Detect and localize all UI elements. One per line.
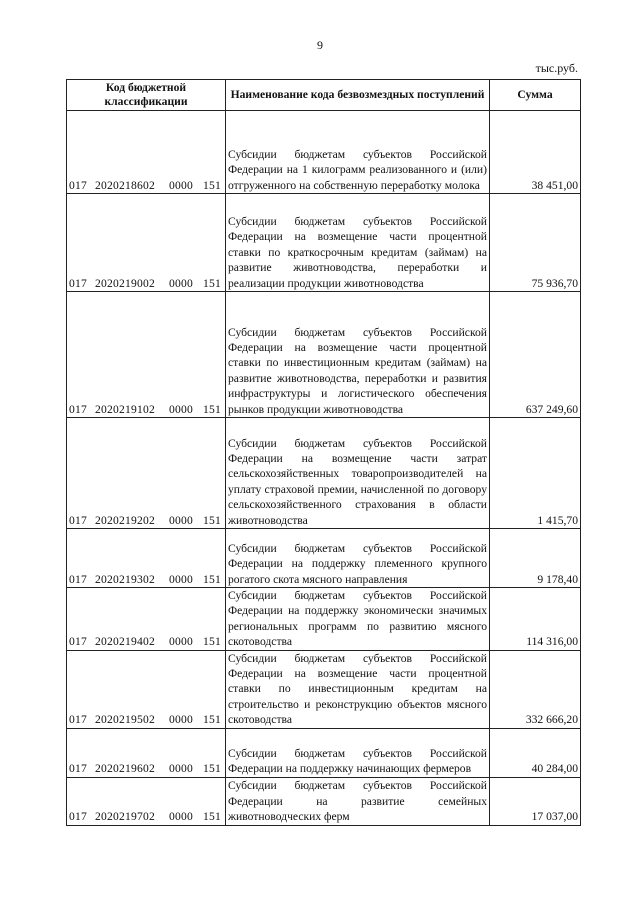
budget-revenue-table	[66, 79, 581, 826]
subcode: 0000	[168, 635, 193, 649]
subcode: 0000	[168, 572, 193, 586]
row-code	[67, 418, 226, 529]
row-amount: 637 249,60	[490, 292, 581, 418]
table-row	[67, 777, 581, 825]
header-amount: Сумма	[490, 80, 581, 111]
ek-code: 151	[202, 713, 221, 727]
row-name: Субсидии бюджетам субъектов Российской Федерации на возмещение части процентной ставки по инвестиционным кредитам (займам) на развитие животноводства, переработки и развития инфраструктуры и логистического обеспечения рынков продукции животноводства	[226, 292, 490, 418]
admin-code: 017	[69, 572, 87, 586]
kbk-code: 2020219202	[95, 513, 155, 527]
row-amount: 38 451,00	[490, 111, 581, 194]
admin-code: 017	[69, 513, 87, 527]
subcode: 0000	[168, 402, 193, 416]
row-amount: 332 666,20	[490, 650, 581, 728]
row-name: Субсидии бюджетам субъектов Российской Федерации на возмещение части процентной ставки по краткосрочным кредитам (займам) на развитие животноводства, переработки и реализации продукции животноводства	[226, 194, 490, 292]
row-amount: 40 284,00	[490, 728, 581, 777]
row-name: Субсидии бюджетам субъектов Российской Федерации на возмещение части процентной ставки по инвестиционным кредитам на строительство и реконструкцию объектов мясного скотоводства	[226, 650, 490, 728]
page-number: 9	[317, 38, 323, 52]
ek-code: 151	[202, 762, 221, 776]
table-row	[67, 650, 581, 728]
row-name: Субсидии бюджетам субъектов Российской Федерации на возмещение части затрат сельскохозяйственных товаропроизводителей на уплату страховой премии, начисленной по договору сельскохозяйственного страхования в области животноводства	[226, 418, 490, 529]
row-name: Субсидии бюджетам субъектов Российской Федерации на поддержку начинающих фермеров	[226, 728, 490, 777]
table-row	[67, 194, 581, 292]
row-amount: 9 178,40	[490, 529, 581, 588]
kbk-code: 2020219502	[95, 713, 155, 727]
row-amount: 114 316,00	[490, 588, 581, 651]
kbk-code: 2020219602	[95, 762, 155, 776]
kbk-code: 2020219702	[95, 810, 155, 824]
subcode: 0000	[168, 178, 193, 192]
row-code	[67, 777, 226, 825]
admin-code: 017	[69, 810, 87, 824]
subcode: 0000	[168, 276, 193, 290]
ek-code: 151	[202, 635, 221, 649]
table-row	[67, 588, 581, 651]
admin-code: 017	[69, 276, 87, 290]
ek-code: 151	[202, 402, 221, 416]
table-row	[67, 728, 581, 777]
subcode: 0000	[168, 762, 193, 776]
table-row	[67, 111, 581, 194]
row-code	[67, 194, 226, 292]
row-code	[67, 588, 226, 651]
admin-code: 017	[69, 178, 87, 192]
admin-code: 017	[69, 713, 87, 727]
table-row	[67, 418, 581, 529]
row-code	[67, 529, 226, 588]
row-code	[67, 728, 226, 777]
ek-code: 151	[202, 810, 221, 824]
row-name: Субсидии бюджетам субъектов Российской Федерации на развитие семейных животноводческих ферм	[226, 777, 490, 825]
kbk-code: 2020218602	[95, 178, 155, 192]
row-code	[67, 292, 226, 418]
kbk-code: 2020219002	[95, 276, 155, 290]
row-name: Субсидии бюджетам субъектов Российской Федерации на поддержку экономически значимых региональных программ по развитию мясного скотоводства	[226, 588, 490, 651]
ek-code: 151	[202, 572, 221, 586]
ek-code: 151	[202, 276, 221, 290]
row-amount: 75 936,70	[490, 194, 581, 292]
row-amount: 17 037,00	[490, 777, 581, 825]
ek-code: 151	[202, 513, 221, 527]
admin-code: 017	[69, 402, 87, 416]
row-code	[67, 650, 226, 728]
ek-code: 151	[202, 178, 221, 192]
table-row	[67, 292, 581, 418]
kbk-code: 2020219302	[95, 572, 155, 586]
header-name: Наименование кода безвозмездных поступлений	[226, 80, 490, 111]
subcode: 0000	[168, 810, 193, 824]
table-header-row	[67, 80, 581, 111]
row-amount: 1 415,70	[490, 418, 581, 529]
kbk-code: 2020219402	[95, 635, 155, 649]
table-row	[67, 529, 581, 588]
row-name: Субсидии бюджетам субъектов Российской Федерации на 1 килограмм реализованного и (или) отгруженного на собственную переработку молока	[226, 111, 490, 194]
units-label: тыс.руб.	[535, 61, 578, 75]
admin-code: 017	[69, 635, 87, 649]
admin-code: 017	[69, 762, 87, 776]
subcode: 0000	[168, 713, 193, 727]
row-code	[67, 111, 226, 194]
subcode: 0000	[168, 513, 193, 527]
row-name: Субсидии бюджетам субъектов Российской Федерации на поддержку племенного крупного рогатого скота мясного направления	[226, 529, 490, 588]
kbk-code: 2020219102	[95, 402, 155, 416]
header-code: Код бюджетной классификации	[67, 80, 226, 111]
